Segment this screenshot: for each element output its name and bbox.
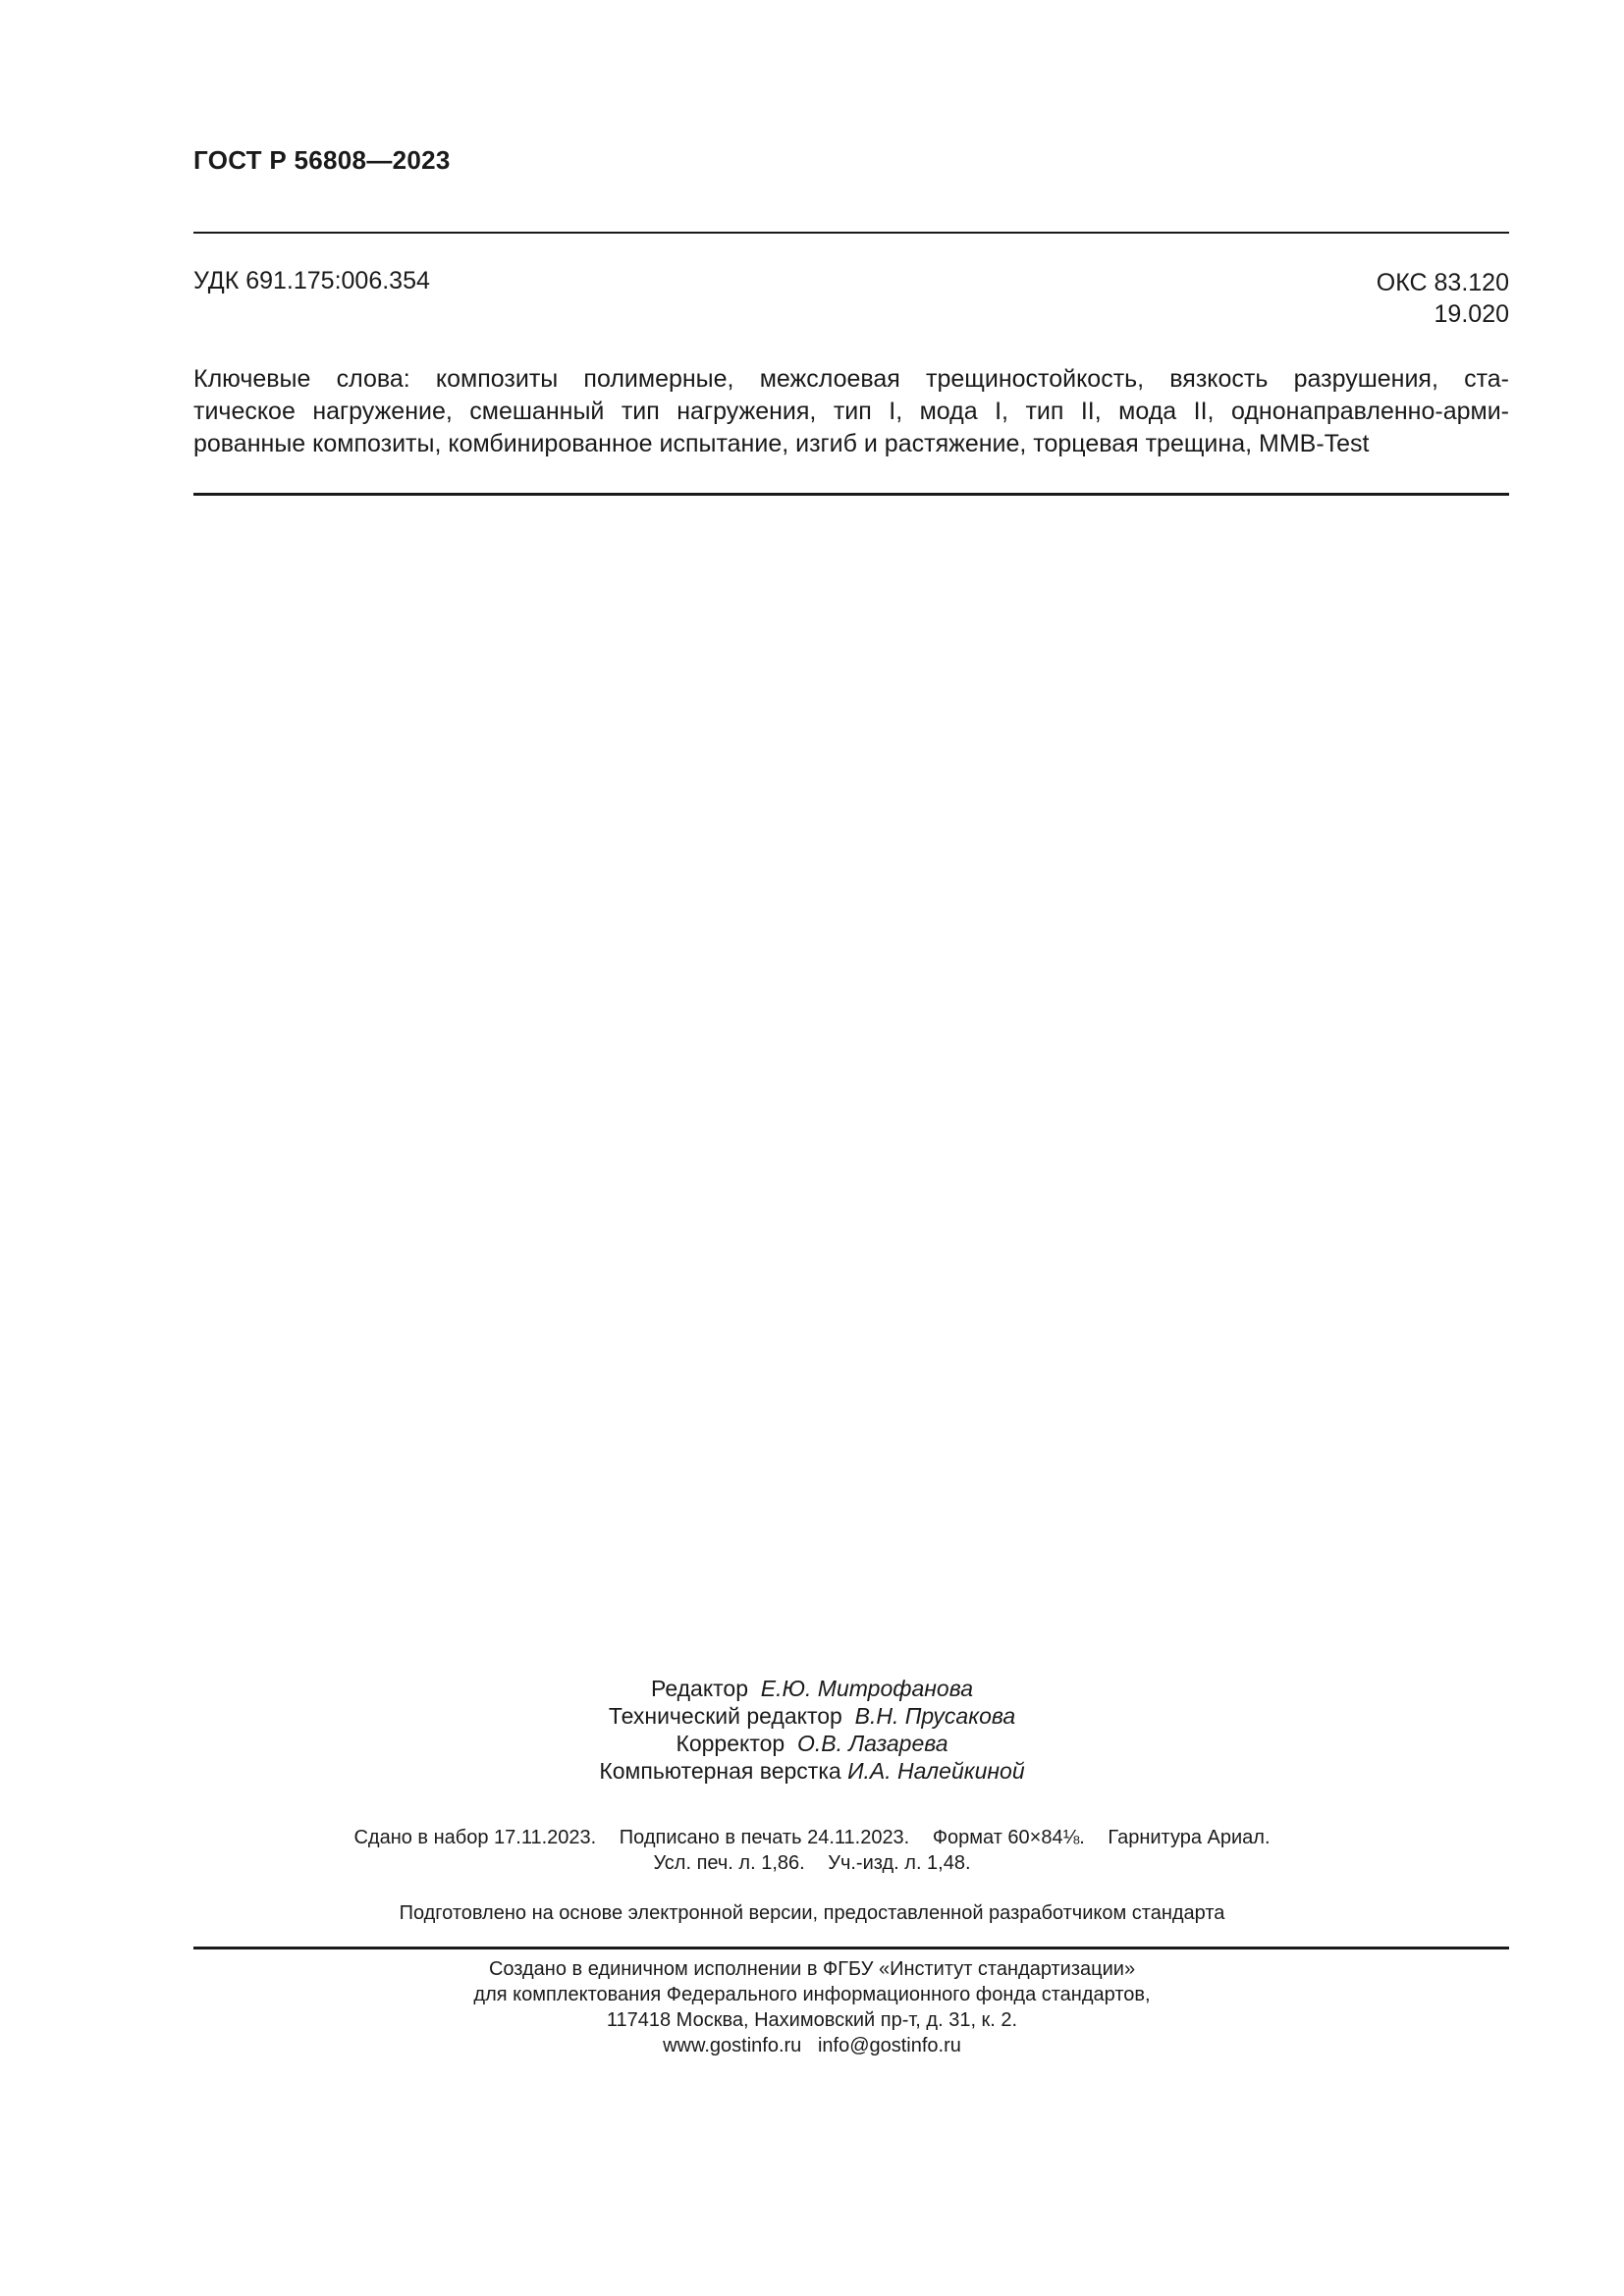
submitted-date: Сдано в набор 17.11.2023. [353, 1827, 597, 1848]
tech-editor-role: Технический редактор [608, 1703, 842, 1729]
publisher-block [0, 1956, 1624, 2058]
top-divider [193, 232, 1509, 234]
keywords-divider [193, 493, 1509, 496]
udc-code: УДК 691.175:006.354 [193, 267, 430, 294]
prepared-note: Подготовлено на основе электронной версии, предоставленной разработчиком стандарта [399, 1902, 1225, 1924]
publisher-line-2: для комплектования Федерального информационного фонда стандартов, [473, 1984, 1151, 2005]
tech-editor-name: В.Н. Прусакова [854, 1703, 1016, 1729]
signed-date: Подписано в печать 24.11.2023. [619, 1827, 910, 1848]
corrector-name: О.В. Лазарева [796, 1731, 948, 1756]
typeface: Гарнитура Ариал. [1108, 1827, 1271, 1848]
keywords-block [193, 363, 1509, 460]
credit-editor [0, 1675, 1624, 1702]
publisher-line-3: 117418 Москва, Нахимовский пр-т, д. 31, к. 2. [606, 2009, 1018, 2031]
oks-line-1: ОКС 83.120 [1376, 269, 1509, 296]
print-sheets: Усл. печ. л. 1,86. [653, 1852, 805, 1874]
layout-role: Компьютерная верстка [599, 1758, 841, 1784]
editor-role: Редактор [650, 1676, 748, 1701]
paper-format: Формат 60×84⅛. [932, 1827, 1085, 1848]
keywords-line-1: Ключевые слова: композиты полимерные, межслоевая трещиностойкость, вязкость разрушения, ста- [193, 365, 1509, 393]
website-link[interactable]: www.gostinfo.ru [663, 2035, 802, 2056]
credits-block [0, 1675, 1624, 1785]
print-info-line-1 [0, 1825, 1624, 1850]
print-info-line-2 [0, 1850, 1624, 1876]
publisher-line-1: Создано в единичном исполнении в ФГБУ «Институт стандартизации» [488, 1958, 1136, 1980]
publisher-sheets: Уч.-изд. л. 1,48. [828, 1852, 971, 1874]
credit-tech-editor [0, 1702, 1624, 1730]
layout-name: И.А. Налейкиной [847, 1758, 1025, 1784]
publisher-contacts [0, 2033, 1624, 2058]
keywords-line-3: рованные композиты, комбинированное испытание, изгиб и растяжение, торцевая трещина, MMB-Test [193, 430, 1370, 457]
oks-code [1377, 267, 1509, 330]
editor-name: Е.Ю. Митрофанова [760, 1676, 973, 1701]
oks-line-2: 19.020 [1434, 300, 1509, 328]
print-info-block [0, 1825, 1624, 1876]
keywords-line-2: тическое нагружение, смешанный тип нагружения, тип I, мода I, тип II, мода II, однонаправленно-арми- [193, 398, 1509, 425]
corrector-role: Корректор [676, 1731, 785, 1756]
credit-corrector [0, 1730, 1624, 1757]
bottom-divider [193, 1947, 1509, 1949]
credit-layout [0, 1757, 1624, 1785]
standard-number: ГОСТ Р 56808—2023 [193, 145, 451, 175]
email-link[interactable]: info@gostinfo.ru [817, 2035, 961, 2056]
